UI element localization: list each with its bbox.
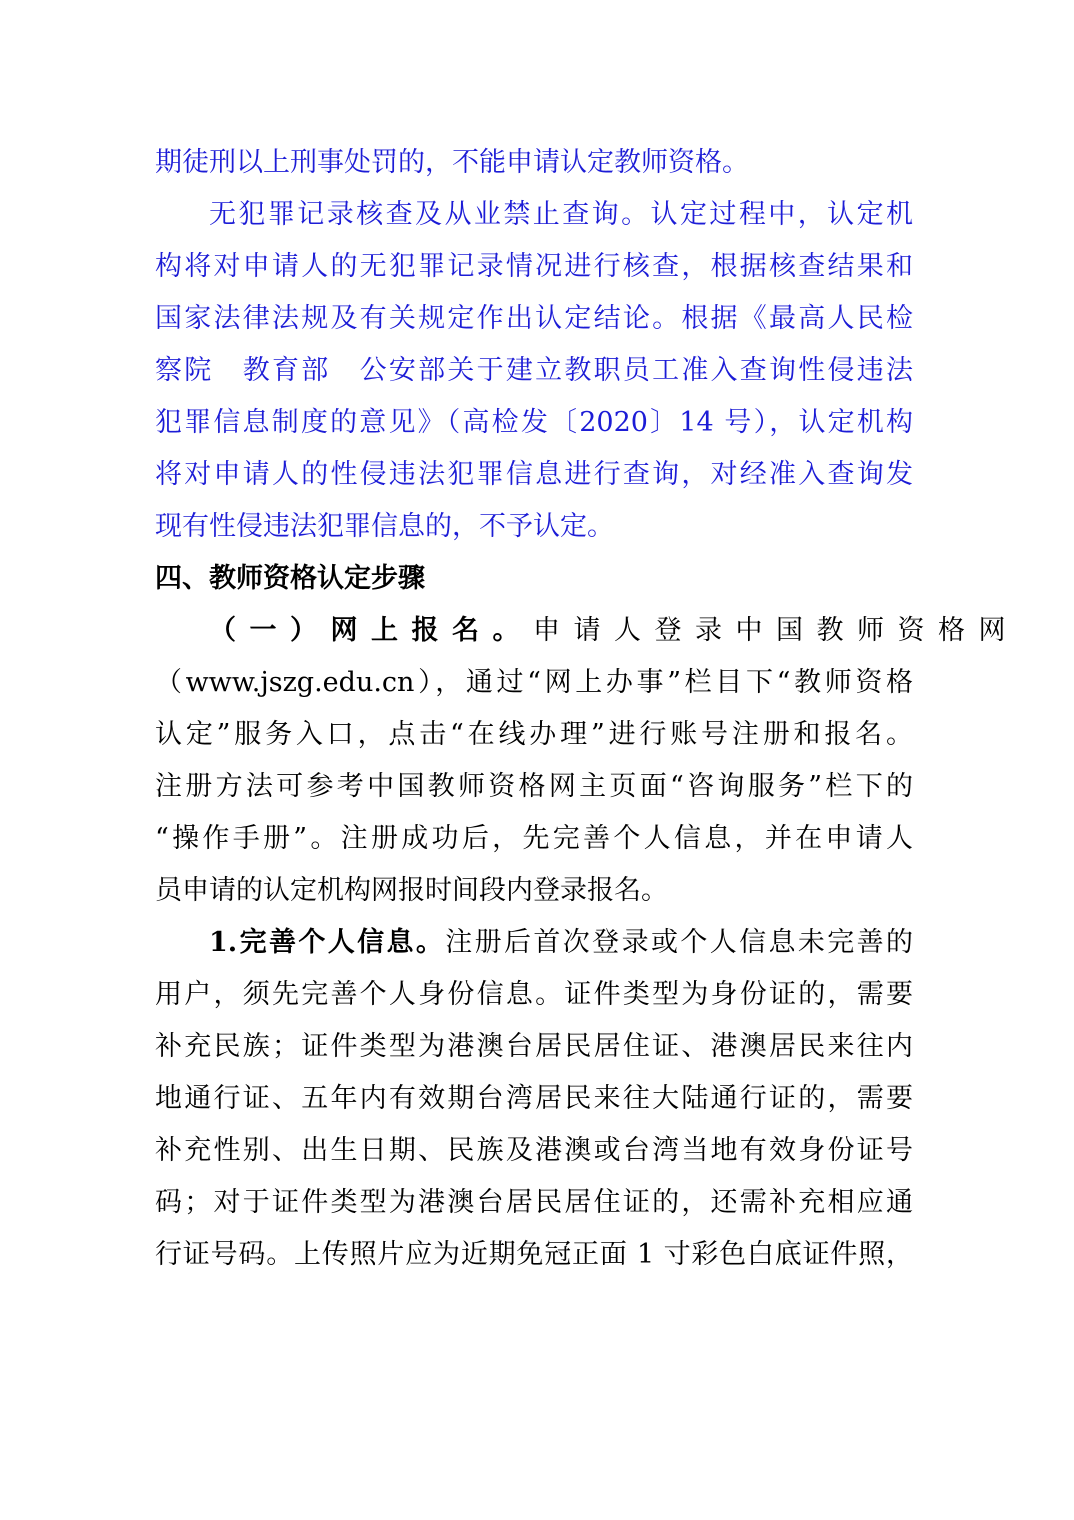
online-registration-paragraph bbox=[155, 605, 1019, 917]
record-check-paragraph bbox=[155, 189, 913, 553]
paragraph-line: 犯罪信息制度的意见》（高检发〔2020〕14 号），认定机构 bbox=[155, 407, 913, 438]
personal-info-paragraph bbox=[155, 917, 913, 1281]
step-title: （一）网上报名。 bbox=[209, 615, 533, 646]
criminal-record-paragraph-end: 期徒刑以上刑事处罚的，不能申请认定教师资格。 bbox=[155, 147, 749, 178]
paragraph-line: 注册方法可参考中国教师资格网主页面“咨询服务”栏下的 bbox=[155, 771, 913, 802]
paragraph-line: “操作手册”。注册成功后，先完善个人信息，并在申请人 bbox=[155, 823, 913, 854]
paragraph-line: （www.jszg.edu.cn），通过“网上办事”栏目下“教师资格 bbox=[155, 667, 913, 698]
paragraph-line: 地通行证、五年内有效期台湾居民来往大陆通行证的，需要 bbox=[155, 1083, 913, 1114]
paragraph-line: 无犯罪记录核查及从业禁止查询。认定过程中，认定机 bbox=[209, 199, 913, 230]
paragraph-line: 补充性别、出生日期、民族及港澳或台湾当地有效身份证号 bbox=[155, 1135, 913, 1166]
document-page bbox=[155, 137, 1019, 1281]
sub-item-title: 1.完善个人信息。 bbox=[209, 927, 446, 958]
paragraph-line bbox=[155, 917, 913, 969]
paragraph-line: 现有性侵违法犯罪信息的，不予认定。 bbox=[155, 511, 614, 542]
sub-item-title-rest: 注册后首次登录或个人信息未完善的 bbox=[445, 927, 914, 958]
paragraph-line: 行证号码。上传照片应为近期免冠正面 1 寸彩色白底证件照， bbox=[155, 1239, 913, 1270]
paragraph-line: 国家法律法规及有关规定作出认定结论。根据《最高人民检 bbox=[155, 303, 913, 334]
paragraph-line: 码；对于证件类型为港澳台居民居住证的，还需补充相应通 bbox=[155, 1187, 913, 1218]
paragraph-line: 认定”服务入口，点击“在线办理”进行账号注册和报名。 bbox=[155, 719, 913, 750]
section-heading: 四、教师资格认定步骤 bbox=[155, 563, 425, 594]
step-title-rest: 申请人登录中国教师资格网 bbox=[533, 615, 1019, 646]
paragraph-line bbox=[155, 605, 1019, 657]
paragraph-line: 用户，须先完善个人身份信息。证件类型为身份证的，需要 bbox=[155, 979, 913, 1010]
paragraph-line: 补充民族；证件类型为港澳台居民居住证、港澳居民来往内 bbox=[155, 1031, 913, 1062]
paragraph-line: 察院 教育部 公安部关于建立教职员工准入查询性侵违法 bbox=[155, 355, 913, 386]
paragraph-line: 员申请的认定机构网报时间段内登录报名。 bbox=[155, 875, 668, 906]
paragraph-line: 将对申请人的性侵违法犯罪信息进行查询，对经准入查询发 bbox=[155, 459, 913, 490]
paragraph-line: 构将对申请人的无犯罪记录情况进行核查，根据核查结果和 bbox=[155, 251, 913, 282]
